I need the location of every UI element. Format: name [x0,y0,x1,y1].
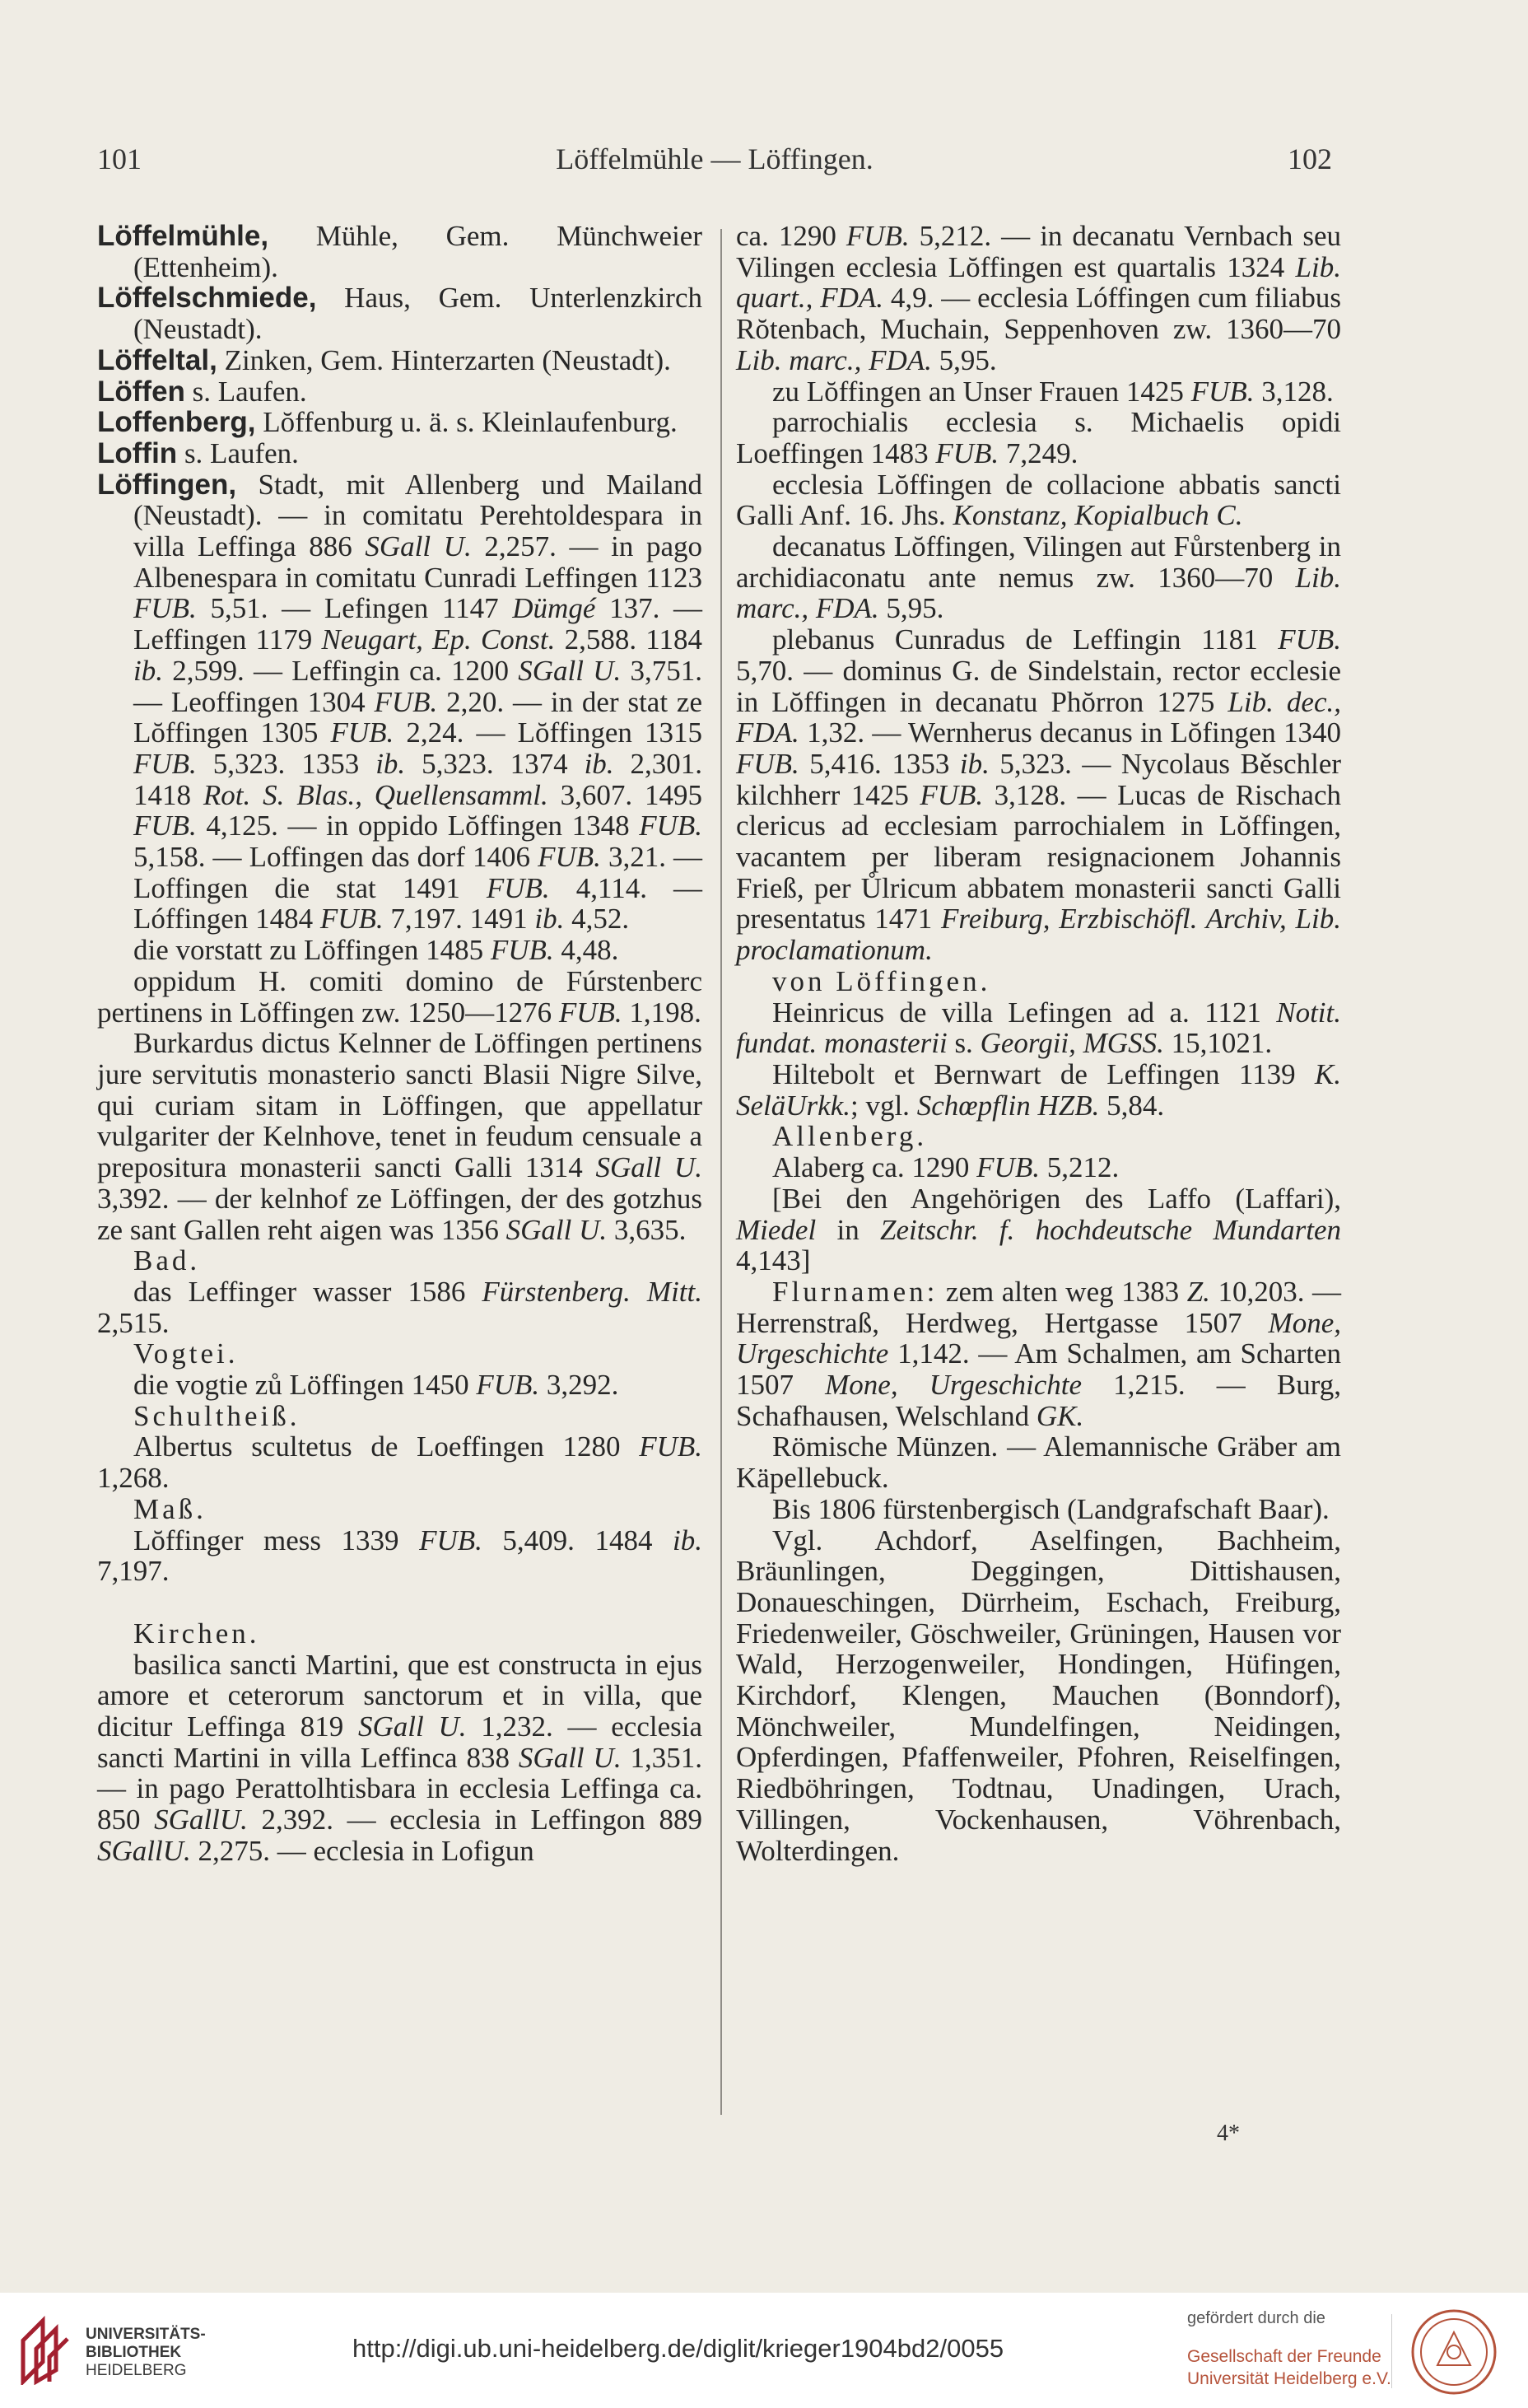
section-heading: Bad. [133,1244,201,1277]
text-paragraph: die vorstatt zu Löffingen 1485 FUB. 4,48. [133,934,619,967]
text-paragraph: das Leffinger wasser 1586 Fürstenberg. Mitt. 2,515. [97,1275,702,1339]
text-paragraph: die vogtie zů Löffingen 1450 FUB. 3,292. [133,1369,619,1402]
library-logo-icon [18,2316,72,2385]
left-column [97,221,702,1867]
text-paragraph: basilica sancti Martini, que est constructa in ejus amore et ceterorum sanctorum et in villa, que dicitur Leffinga 819 SGall U. 1,232. — ecclesia sancti Martini in villa Leffinca 838 SGall U. 1,351. — in pago Perattolhtisbara in ecclesia Leffinga ca. 850 SGallU. 2,392. — ecclesia in Leffingon 889 SGallU. 2,275. — ecclesia in Lofigun [97,1648,703,1867]
permalink-url[interactable]: http://digi.ub.uni-heidelberg.de/diglit/krieger1904bd2/0055 [352,2334,1004,2363]
text-paragraph: Löffen s. Laufen. [97,375,307,408]
text-paragraph: [Bei den Angehörigen des Laffo (Laffari), Miedel in Zeitschr. f. hochdeutsche Mundarten 4,143] [736,1182,1341,1277]
text-paragraph: ca. 1290 FUB. 5,212. — in decanatu Vernbach seu Vilingen ecclesia Lŏffingen est quartalis 1324 Lib. quart., FDA. 4,9. — ecclesia Lóffingen cum filiabus Rŏtenbach, Muchain, Seppenhoven zw. 1360—70 Lib. marc., FDA. 5,95. [736,220,1342,376]
section-heading: Maß. [133,1492,207,1525]
society-name-line-2: Universität Heidelberg e.V. [1187,2369,1391,2388]
society-name-line-1: Gesellschaft der Freunde [1187,2347,1381,2366]
text-paragraph: Albertus scultetus de Loeffingen 1280 FUB. 1,268. [97,1430,702,1495]
university-seal-icon [1409,2308,1498,2396]
text-paragraph: Hiltebolt et Bernwart de Leffingen 1139 K. SeläUrkk.; vgl. Schœpflin HZB. 5,84. [736,1057,1341,1122]
running-title: Löffelmühle — Löffingen. [556,142,873,175]
page-header [97,142,1332,188]
funded-by-label: gefördert durch die [1187,2309,1325,2327]
section-heading: Kirchen. [133,1617,260,1650]
text-paragraph: Burkardus dictus Kelnner de Löffingen pertinens jure servitutis monasterio sancti Blasii Nigre Silve, qui curiam sitam in Löffingen, que appellatur vulgariter der Kelnhove, tenet in feudum censuale a prepositura monasterii sancti Galli 1314 SGall U. 3,392. — der kelnhof ze Löffingen, der des gotzhus ze sant Gallen reht aigen was 1356 SGall U. 3,635. [97,1027,703,1246]
text-paragraph: Flurnamen: zem alten weg 1383 Z. 10,203. — Herrenstraß, Herdweg, Hertgasse 1507 Mone, Urgeschichte 1,142. — Am Schalmen, am Scharten 1507 Mone, Urgeschichte 1,215. — Burg, Schafhausen, Welschland GK. [736,1275,1342,1432]
text-paragraph: Heinricus de villa Lefingen ad a. 1121 Notit. fundat. monasterii s. Georgii, MGSS. 15,1021. [736,996,1341,1060]
library-name [86,2326,206,2380]
text-paragraph: Römische Münzen. — Alemannische Gräber am Käpellebuck. [736,1430,1341,1495]
text-paragraph: parrochialis ecclesia s. Michaelis opidi Loeffingen 1483 FUB. 7,249. [736,406,1341,469]
section-heading: Vogtei. [133,1337,239,1370]
library-name-line-3: HEIDELBERG [86,2362,187,2379]
text-paragraph: zu Lŏffingen an Unser Frauen 1425 FUB. 3,128. [772,375,1334,408]
text-paragraph: Löffingen, Stadt, mit Allenberg und Mailand (Neustadt). — in comitatu Perehtoldespara in villa Leffinga 886 SGall U. 2,257. — in pago Albenespara in comitatu Cunradi Leffingen 1123 FUB. 5,51. — Lefingen 1147 Dümgé 137. — Leffingen 1179 Neugart, Ep. Const. 2,588. 1184 ib. 2,599. — Leffingin ca. 1200 SGall U. 3,751. — Leoffingen 1304 FUB. 2,20. — in der stat ze Lŏffingen 1305 FUB. 2,24. — Lŏffingen 1315 FUB. 5,323. 1353 ib. 5,323. 1374 ib. 2,301. 1418 Rot. S. Blas., Quellensamml. 3,607. 1495 FUB. 4,125. — in oppido Lŏffingen 1348 FUB. 5,158. — Loffingen das dorf 1406 FUB. 3,21. — Loffingen die stat 1491 FUB. 4,114. — Lóffingen 1484 FUB. 7,197. 1491 ib. 4,52. [97,468,703,936]
library-name-line-1: UNIVERSITÄTS- [86,2326,206,2343]
right-column [736,221,1341,1866]
text-paragraph: Vgl. Achdorf, Aselfingen, Bachheim, Bräunlingen, Deggingen, Dittishausen, Donaueschingen, Dürrheim, Eschach, Freiburg, Friedenweiler, Göschweiler, Grüningen, Hausen vor Wald, Herzogenweiler, Hondingen, Hüfingen, Kirchdorf, Klengen, Mauchen (Bonndorf), Mönchweiler, Mundelfingen, Neidingen, Opferdingen, Pfaffenweiler, Pfohren, Reiselfingen, Riedböhringen, Todtnau, Unadingen, Urach, Villingen, Vockenhausen, Vöhrenbach, Wolterdingen. [736,1524,1341,1867]
text-paragraph: Loffin s. Laufen. [97,436,299,469]
text-paragraph: Loffenberg, Lŏffenburg u. ä. s. Kleinlaufenburg. [97,406,678,439]
text-paragraph: ecclesia Lŏffingen de collacione abbatis sancti Galli Anf. 16. Jhs. Konstanz, Kopialbuch C. [736,468,1341,532]
text-paragraph: Bis 1806 fürstenbergisch (Landgrafschaft Baar). [772,1492,1330,1525]
society-name [1187,2345,1391,2390]
section-heading: Allenberg. [772,1120,928,1153]
column-divider [720,229,722,2115]
text-paragraph: Löffelschmiede, Haus, Gem. Unterlenzkirch (Neustadt). [97,282,702,346]
footer-divider [1391,2314,1392,2388]
text-paragraph: plebanus Cunradus de Leffingin 1181 FUB. 5,70. — dominus G. de Sindelstain, rector ecclesie in Lŏffingen in decanatu Phŏrron 1275 Lib. dec., FDA. 1,32. — Wernherus decanus in Lŏfingen 1340 FUB. 5,416. 1353 ib. 5,323. — Nycolaus Běschler kilchherr 1425 FUB. 3,128. — Lucas de Rischach clericus ad ecclesiam parrochialem in Lŏffingen, vacantem per liberam resignacionem Johannis Frieß, per Ůlricum abbatem monasterii sancti Galli presentatus 1471 Freiburg, Erzbischöfl. Archiv, Lib. proclamationum. [736,623,1342,967]
text-paragraph: Löffeltal, Zinken, Gem. Hinterzarten (Neustadt). [97,343,671,376]
text-paragraph: Lŏffinger mess 1339 FUB. 5,409. 1484 ib. 7,197. [97,1524,702,1588]
section-heading: Schultheiß. [133,1399,300,1432]
footer-bar [0,2293,1528,2408]
text-paragraph: decanatus Lŏffingen, Vilingen aut Fůrstenberg in archidiaconatu ante nemus zw. 1360—70 Lib. marc., FDA. 5,95. [736,530,1341,625]
section-heading: von Löffingen. [772,964,991,997]
right-page-number: 102 [1288,142,1332,175]
left-page-number: 101 [97,142,142,175]
text-paragraph: Alaberg ca. 1290 FUB. 5,212. [772,1151,1120,1184]
text-paragraph: Löffelmühle, Mühle, Gem. Münchweier (Ettenheim). [97,220,702,283]
text-paragraph: oppidum H. comiti domino de Fúrstenberc pertinens in Lŏffingen zw. 1250—1276 FUB. 1,198. [97,964,702,1029]
library-name-line-2: BIBLIOTHEK [86,2344,182,2361]
signature-mark: 4* [1217,2121,1240,2146]
